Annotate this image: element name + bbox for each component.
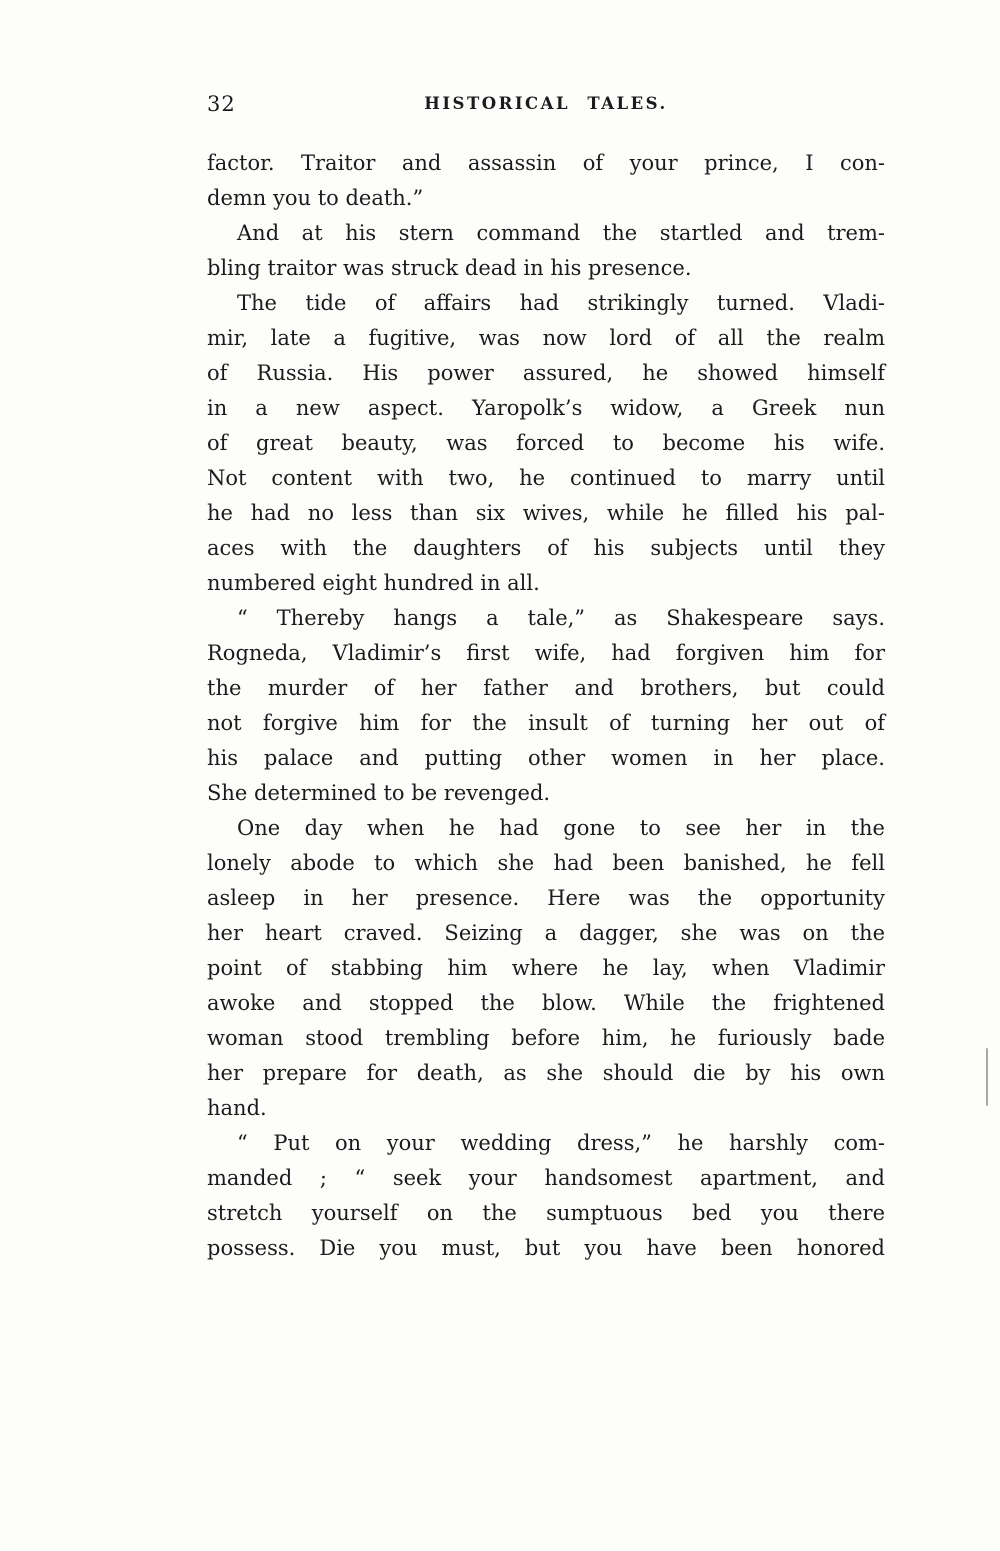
text-line: aces with the daughters of his subjects until they bbox=[207, 536, 885, 560]
text-line: factor. Traitor and assassin of your prince, I con- bbox=[207, 151, 885, 175]
text-line: “ Thereby hangs a tale,” as Shakespeare says. bbox=[237, 606, 885, 630]
text-line: manded ; “ seek your handsomest apartment, and bbox=[207, 1166, 885, 1190]
running-title: HISTORICAL TALES. bbox=[424, 94, 668, 113]
text-line: stretch yourself on the sumptuous bed you there bbox=[207, 1201, 885, 1225]
text-line: awoke and stopped the blow. While the frightened bbox=[207, 991, 885, 1015]
text-line: asleep in her presence. Here was the opportunity bbox=[207, 886, 885, 910]
text-line: And at his stern command the startled and trem- bbox=[237, 221, 885, 245]
text-line: his palace and putting other women in her place. bbox=[207, 746, 885, 770]
text-line: he had no less than six wives, while he filled his pal- bbox=[207, 501, 885, 525]
text-line: bling traitor was struck dead in his presence. bbox=[207, 256, 692, 280]
text-line: The tide of affairs had strikingly turned. Vladi- bbox=[237, 291, 885, 315]
text-line: Rogneda, Vladimir’s first wife, had forgiven him for bbox=[207, 641, 885, 665]
page-header bbox=[207, 90, 885, 120]
text-line: mir, late a fugitive, was now lord of all the realm bbox=[207, 326, 885, 350]
text-line: demn you to death.” bbox=[207, 186, 424, 210]
text-line: “ Put on your wedding dress,” he harshly com- bbox=[237, 1131, 885, 1155]
text-line: of great beauty, was forced to become his wife. bbox=[207, 431, 885, 455]
text-line: possess. Die you must, but you have been honored bbox=[207, 1236, 885, 1260]
text-line: of Russia. His power assured, he showed himself bbox=[207, 361, 885, 385]
text-line: in a new aspect. Yaropolk’s widow, a Greek nun bbox=[207, 396, 885, 420]
text-line: her heart craved. Seizing a dagger, she was on the bbox=[207, 921, 885, 945]
text-line: point of stabbing him where he lay, when Vladimir bbox=[207, 956, 885, 980]
text-line: the murder of her father and brothers, but could bbox=[207, 676, 885, 700]
text-line: Not content with two, he continued to marry until bbox=[207, 466, 885, 490]
text-line: numbered eight hundred in all. bbox=[207, 571, 540, 595]
text-line: not forgive him for the insult of turning her out of bbox=[207, 711, 885, 735]
text-line: woman stood trembling before him, he furiously bade bbox=[207, 1026, 885, 1050]
body-text bbox=[207, 146, 885, 1266]
text-line: hand. bbox=[207, 1096, 267, 1120]
text-line: her prepare for death, as she should die by his own bbox=[207, 1061, 885, 1085]
text-line: lonely abode to which she had been banished, he fell bbox=[207, 851, 885, 875]
text-line: One day when he had gone to see her in the bbox=[237, 816, 885, 840]
page-number: 32 bbox=[207, 92, 236, 116]
text-line: She determined to be revenged. bbox=[207, 781, 551, 805]
scan-artifact-line bbox=[986, 1048, 988, 1106]
